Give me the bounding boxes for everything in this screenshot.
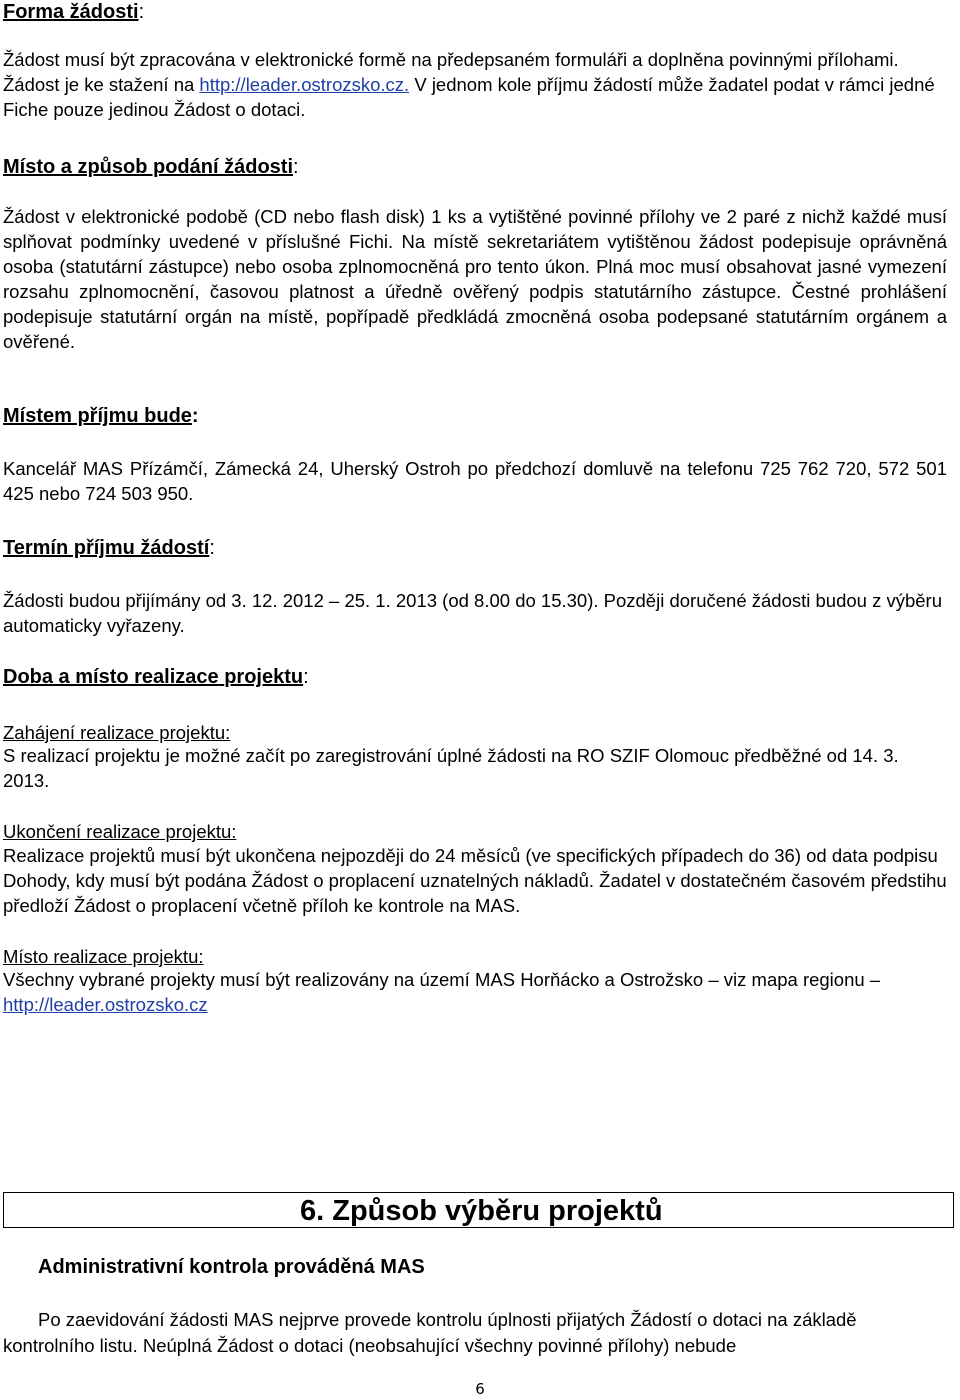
forma-heading: Forma žádosti	[3, 1, 139, 23]
mistem-prijmu-heading-line	[3, 404, 947, 429]
forma-paragraph	[3, 47, 947, 122]
doba-heading-a: Doba a místo realizace	[3, 666, 219, 688]
doba-heading-line	[3, 665, 947, 690]
misto-realizace-link[interactable]: http://leader.ostrozsko.cz	[3, 994, 208, 1015]
misto-zpusob-heading: Místo a způsob podání žádosti	[3, 156, 293, 178]
zahajeni-heading: Zahájení realizace projektu:	[3, 722, 231, 743]
misto-realizace-heading-line	[3, 944, 947, 969]
zahajeni-heading-line	[3, 720, 947, 745]
forma-text-2: V jednom kole příjmu žádostí může žadatel podat v rámci jedné Fiche pouze jedinou Žádost o dotaci.	[3, 74, 935, 120]
ukonceni-paragraph: Realizace projektů musí být ukončena nejpozději do 24 měsíců (ve specifických případech do 36) od data podpisu Dohody, kdy musí být podána Žádost o proplacení uznatelných nákladů. Žadatel v dostatečném časovém předstihu předloží Žádost o proplacení včetně příloh ke kontrole na MAS.	[3, 845, 947, 916]
misto-zpusob-heading-line	[3, 155, 947, 180]
misto-realizace-heading: Místo realizace projektu:	[3, 946, 204, 967]
zahajeni-paragraph: S realizací projektu je možné začít po zaregistrování úplné žádosti na RO SZIF Olomouc předběžné od 14. 3. 2013.	[3, 745, 899, 791]
mistem-prijmu-heading: Místem příjmu bude	[3, 405, 192, 427]
admin-paragraph	[3, 1307, 947, 1359]
forma-heading-line	[3, 0, 947, 25]
misto-zpusob-paragraph: Žádost v elektronické podobě (CD nebo flash disk) 1 ks a vytištěné povinné přílohy ve 2 paré z nichž každé musí splňovat podmínky uvedené v příslušné Fichi. Na místě sekretariátem vytištěnou žádost podepisuje oprávněná osoba (statutární zástupce) nebo osoba zplnomocněná pro tento úkon. Plná moc musí obsahovat jasné vymezení rozsahu zplnomocnění, časovou platnost a úředně ověřený podpis statutárního zástupce. Čestné prohlášení podepisuje statutární orgán na místě, popřípadě předkládá zmocněná osoba podepsané statutárním orgánem a ověřené.	[3, 206, 947, 352]
misto-realizace-paragraph	[3, 967, 947, 1017]
forma-text-1: Žádost musí být zpracována v elektronické formě na předepsaném formuláři a doplněna povinnými přílohami. Žádost je ke stažení na	[3, 49, 899, 95]
misto-realizace-text: Všechny vybrané projekty musí být realizovány na území MAS Horňácko a Ostrožsko – viz mapa regionu –	[3, 969, 881, 990]
termin-paragraph: Žádosti budou přijímány od 3. 12. 2012 – 25. 1. 2013 (od 8.00 do 15.30). Později doručené žádosti budou z výběru automaticky vyřazeny.	[3, 590, 943, 636]
page-number: 6	[475, 1380, 485, 1398]
mistem-prijmu-paragraph: Kancelář MAS Přízámčí, Zámecká 24, Uherský Ostroh po předchozí domluvě na telefonu 725 762 720, 572 501 425 nebo 724 503 950.	[3, 458, 947, 504]
mistem-prijmu-colon: :	[191, 405, 199, 427]
termin-colon: :	[209, 537, 215, 559]
doba-colon: :	[303, 666, 309, 688]
ukonceni-heading: Ukončení realizace projektu:	[3, 821, 237, 842]
admin-heading: Administrativní kontrola prováděná MAS	[38, 1256, 425, 1278]
forma-heading-colon: :	[138, 1, 145, 23]
termin-heading: Termín příjmu žádostí	[3, 537, 210, 559]
termin-heading-line	[3, 536, 947, 561]
admin-text: Po zaevidování žádosti MAS nejprve provede kontrolu úplnosti přijatých Žádostí o dotaci na základě kontrolního listu. Neúplná Žádost o dotaci (neobsahující všechny povinné přílohy) nebude	[3, 1309, 857, 1356]
forma-link[interactable]: http://leader.ostrozsko.cz.	[199, 74, 410, 95]
ukonceni-heading-line	[3, 819, 947, 844]
misto-zpusob-colon: :	[293, 156, 299, 178]
doba-heading-b: projektu	[224, 666, 304, 688]
section-6-title: 6. Způsob výběru projektů	[300, 1195, 663, 1227]
